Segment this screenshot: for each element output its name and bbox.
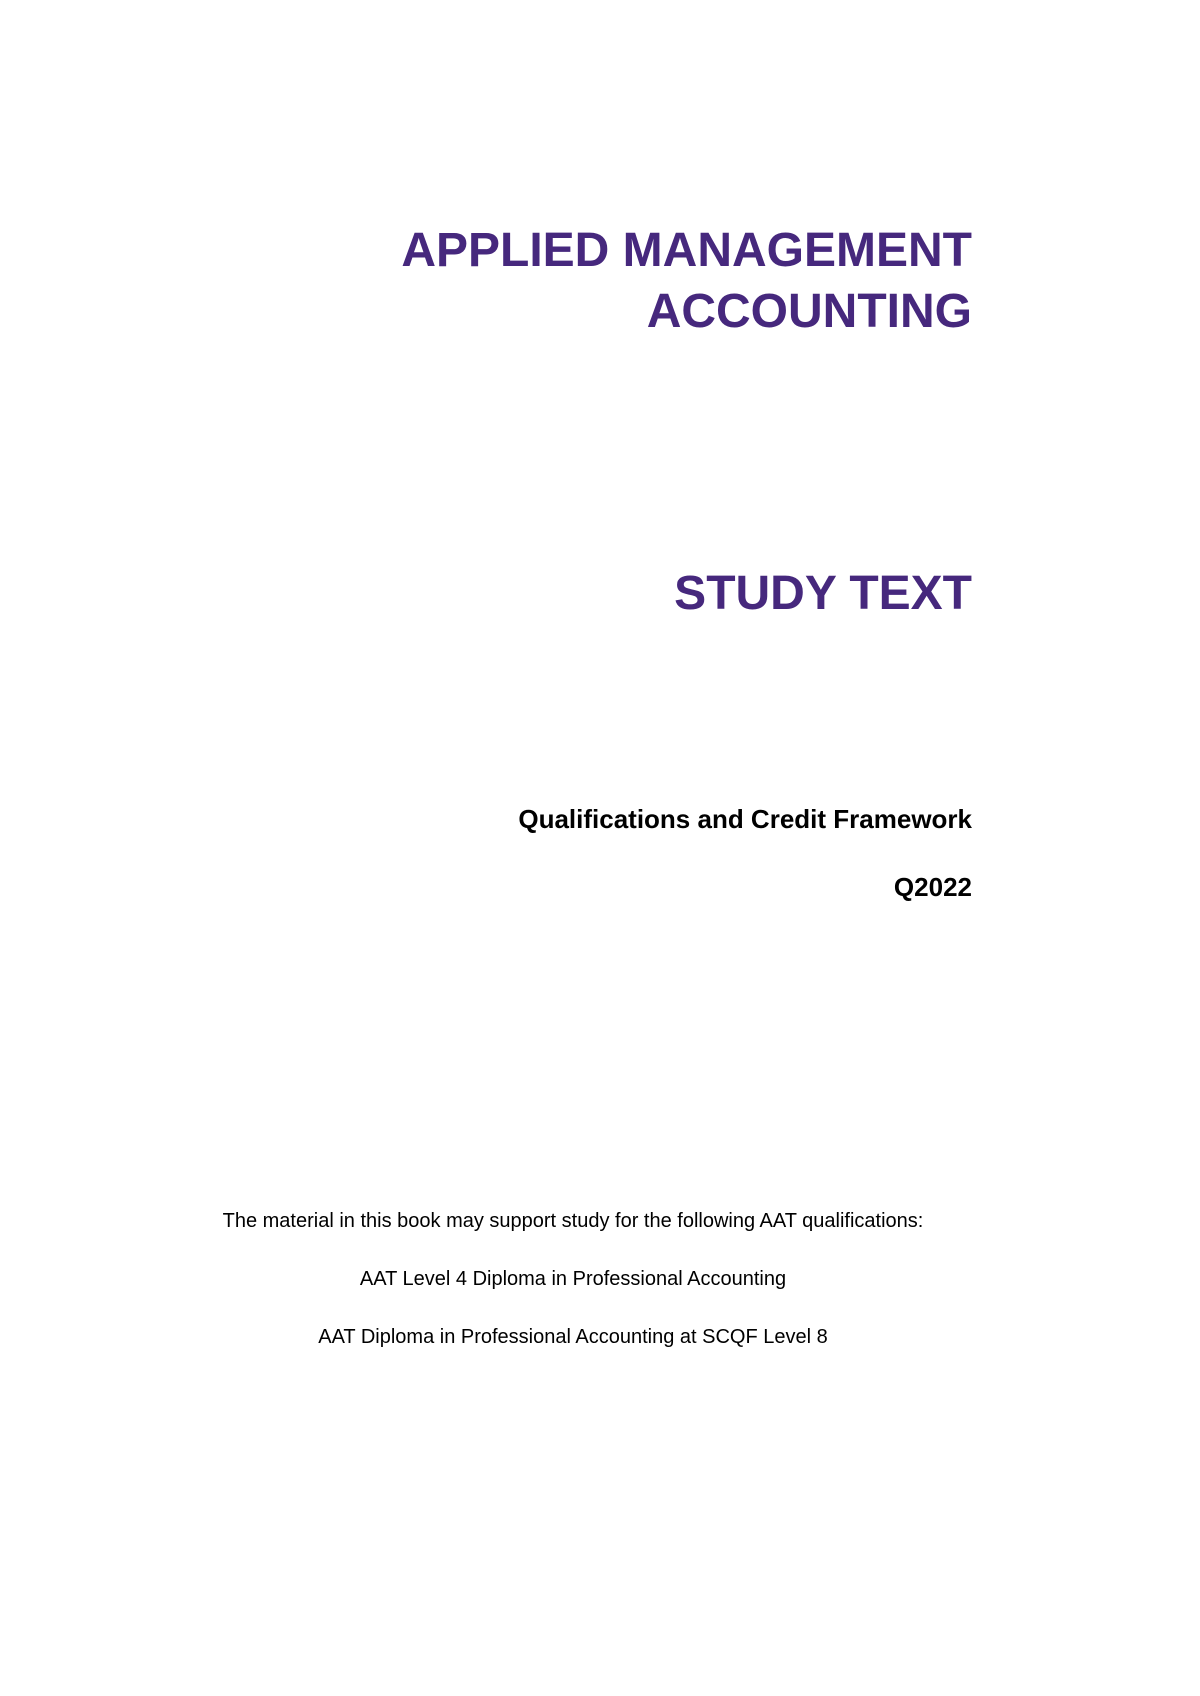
qualification-item: AAT Level 4 Diploma in Professional Accounting	[359, 1268, 787, 1290]
book-subtitle: STUDY TEXT	[674, 567, 972, 620]
book-title-line-1: APPLIED MANAGEMENT	[401, 224, 972, 277]
qualification-item: AAT Diploma in Professional Accounting at SCQF Level 8	[318, 1326, 828, 1348]
qualifications-intro: The material in this book may support study for the following AAT qualifications:	[222, 1210, 924, 1232]
book-title-line-2: ACCOUNTING	[646, 285, 972, 338]
edition-code: Q2022	[893, 872, 972, 902]
qualifications-section	[200, 1208, 946, 1382]
framework-label: Qualifications and Credit Framework	[518, 804, 972, 834]
book-title	[401, 220, 972, 342]
